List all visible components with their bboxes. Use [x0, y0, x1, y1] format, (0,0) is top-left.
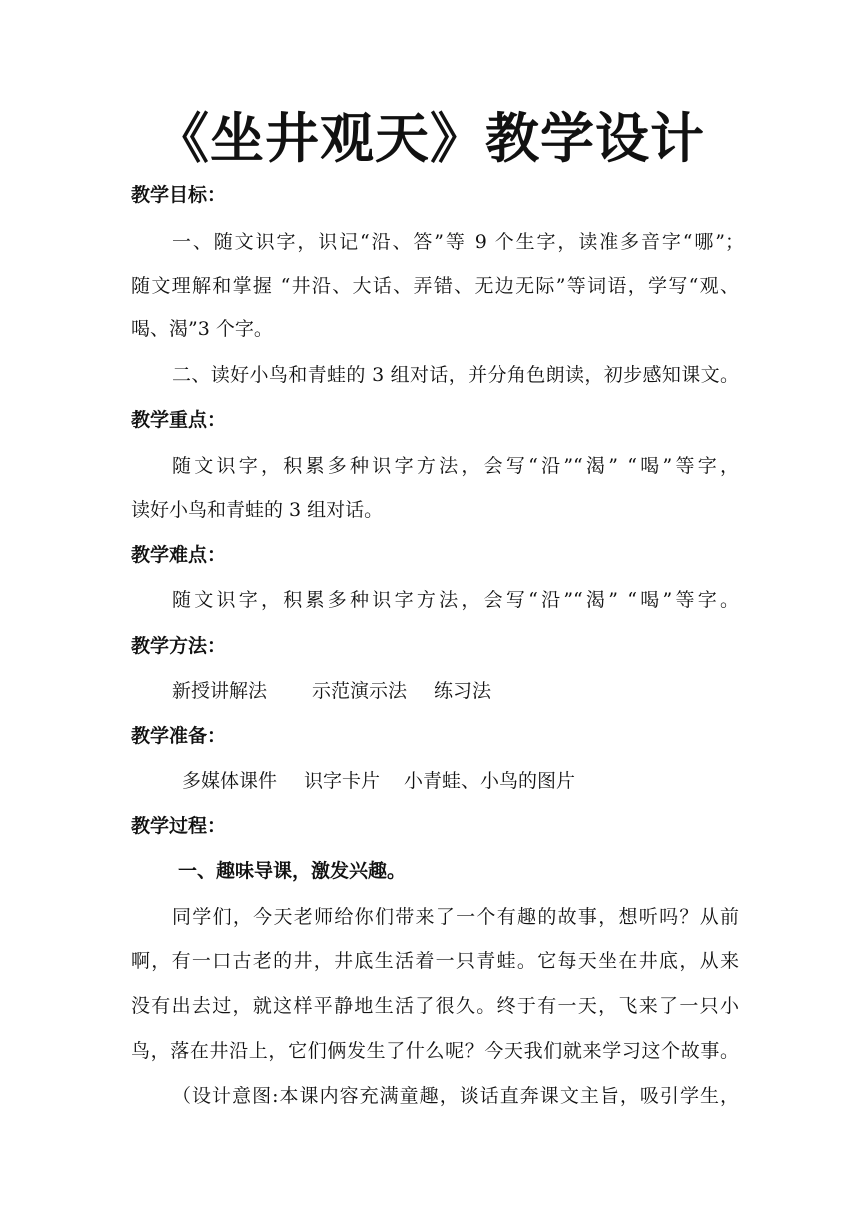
key-points-heading: 教学重点： — [131, 409, 227, 431]
method-item: 示范演示法 — [312, 680, 408, 702]
preparation-item: 多媒体课件 — [182, 770, 278, 792]
difficulties-line: 随文识字，积累多种识字方法，会写“沿”“渴” “喝”等字。 — [172, 589, 739, 611]
document-title: 《坐井观天》教学设计 — [155, 107, 705, 170]
process-step-1-heading: 一、趣味导课，激发兴趣。 — [178, 860, 407, 882]
key-points-line-2: 读好小鸟和青蛙的 3 组对话。 — [131, 499, 384, 521]
process-paragraph-line-2: 啊，有一口古老的井，井底生活着一只青蛙。它每天坐在井底，从来 — [131, 950, 739, 972]
preparation-item: 识字卡片 — [304, 770, 381, 792]
difficulties-heading: 教学难点： — [131, 544, 227, 566]
methods-heading: 教学方法： — [131, 635, 227, 657]
key-points-line-1: 随文识字，积累多种识字方法，会写“沿”“渴” “喝”等字， — [172, 455, 739, 477]
process-paragraph-line-1: 同学们，今天老师给你们带来了一个有趣的故事，想听吗？从前 — [172, 906, 739, 928]
process-paragraph-line-3: 没有出去过，就这样平静地生活了很久。终于有一天，飞来了一只小 — [131, 995, 739, 1017]
preparation-heading: 教学准备： — [131, 725, 227, 747]
objective-1-line-3: 喝、渴”3 个字。 — [131, 318, 273, 340]
objective-1-line-2: 随文理解和掌握 “井沿、大话、弄错、无边无际”等词语，学写“观、 — [131, 275, 739, 297]
preparation-item: 小青蛙、小鸟的图片 — [404, 770, 576, 792]
method-item: 练习法 — [434, 680, 492, 702]
method-item: 新授讲解法 — [172, 680, 268, 702]
process-paragraph-line-4: 鸟，落在井沿上，它们俩发生了什么呢？今天我们就来学习这个故事。 — [131, 1040, 739, 1062]
objectives-heading: 教学目标： — [131, 184, 227, 206]
objective-1-line-1: 一、随文识字，识记“沿、答”等 9 个生字，读准多音字“哪”； — [172, 231, 744, 253]
objective-2: 二、读好小鸟和青蛙的 3 组对话，并分角色朗读，初步感知课文。 — [172, 364, 739, 386]
process-heading: 教学过程： — [131, 815, 227, 837]
design-intent-line: （设计意图:本课内容充满童趣，谈话直奔课文主旨，吸引学生， — [172, 1085, 739, 1107]
